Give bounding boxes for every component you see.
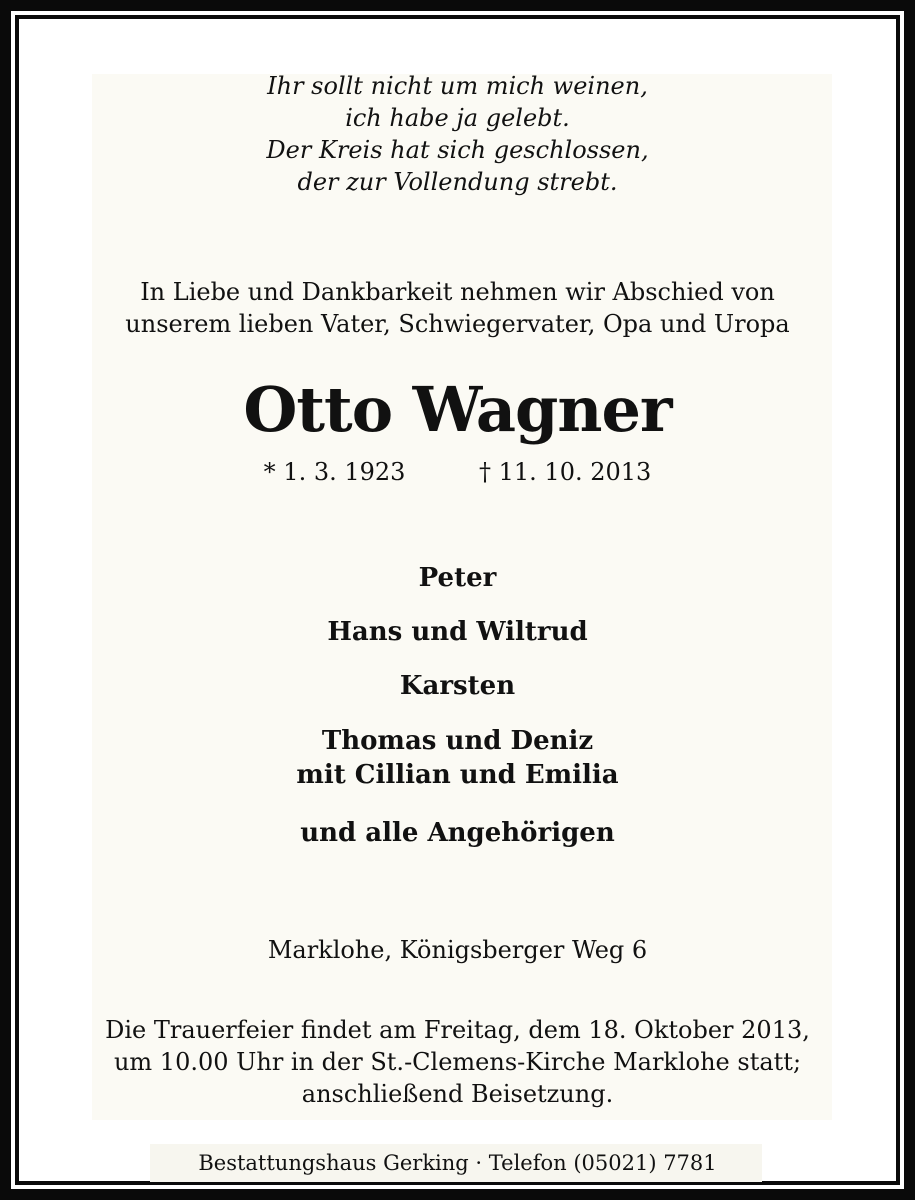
poem-line: der zur Vollendung strebt. (297, 168, 618, 196)
mourner-name: Hans und Wiltrud (327, 617, 588, 647)
death-date: † 11. 10. 2013 (479, 458, 652, 486)
funeral-home-footer: Bestattungshaus Gerking · Telefon (05021) 7781 (198, 1151, 717, 1175)
intro-line: unserem lieben Vater, Schwiegervater, Opa und Uropa (125, 310, 790, 338)
poem-line: Der Kreis hat sich geschlossen, (266, 136, 649, 164)
life-dates (0, 457, 915, 487)
intro-line: In Liebe und Dankbarkeit nehmen wir Abschied von (140, 278, 775, 306)
service-line: Die Trauerfeier findet am Freitag, dem 18. Oktober 2013, (105, 1016, 810, 1044)
poem (0, 70, 915, 198)
birth-date: * 1. 3. 1923 (263, 458, 406, 486)
mourner-group (0, 724, 915, 792)
mourner-name: mit Cillian und Emilia (296, 760, 619, 790)
poem-line: ich habe ja gelebt. (345, 104, 570, 132)
farewell-intro (0, 276, 915, 340)
service-line: anschließend Beisetzung. (301, 1080, 614, 1108)
mourner-name: Thomas und Deniz (321, 726, 594, 756)
mourner-name: Karsten (399, 671, 516, 701)
funeral-service-info (0, 1014, 915, 1110)
deceased-name: Otto Wagner (243, 373, 672, 446)
family-address: Marklohe, Königsberger Weg 6 (267, 936, 648, 964)
service-line: um 10.00 Uhr in der St.-Clemens-Kirche Marklohe statt; (113, 1048, 802, 1076)
mourner-name: und alle Angehörigen (300, 818, 615, 848)
poem-line: Ihr sollt nicht um mich weinen, (267, 72, 648, 100)
mourner-name: Peter (418, 563, 497, 593)
